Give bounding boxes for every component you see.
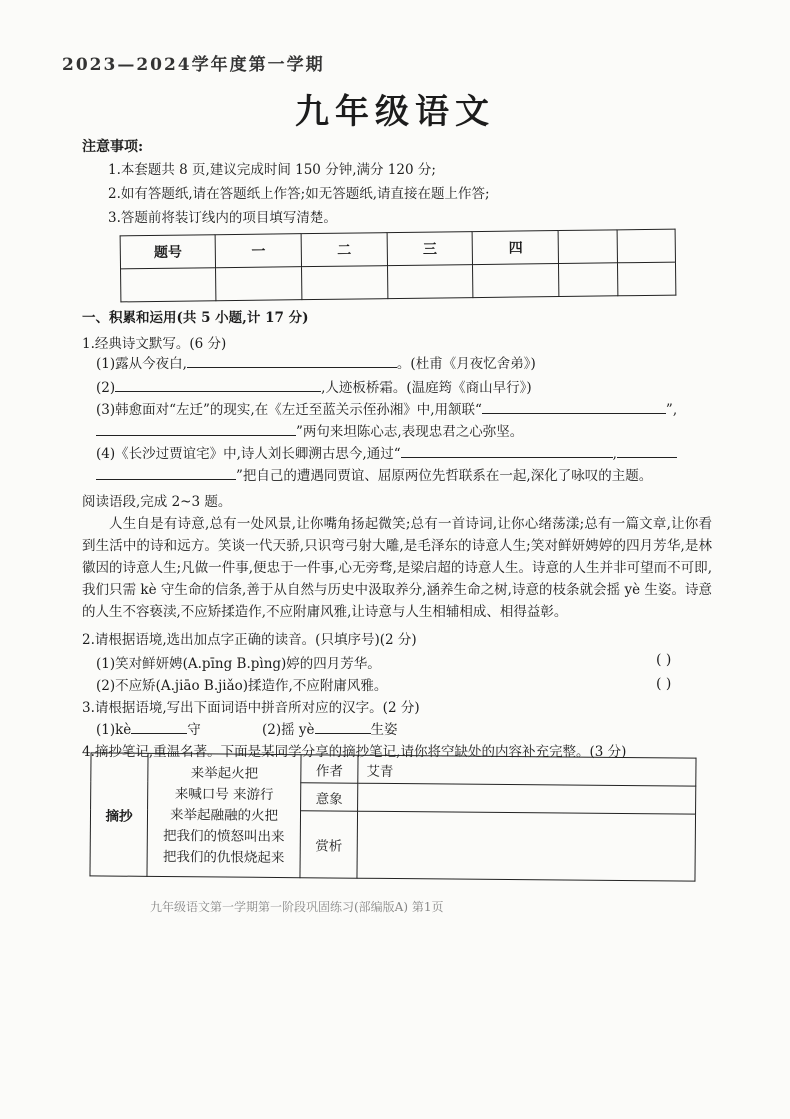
score-header-cell: 题号	[120, 235, 216, 269]
imagery-label: 意象	[301, 783, 358, 811]
passage-paragraph: 人生自是有诗意,总有一处风景,让你嘴角扬起微笑;总有一首诗词,让你心绪荡漾;总有一篇文章,让你看到生活中的诗和远方。笑谈一代天骄,只识弯弓射大雕,是毛泽东的诗意人生;笑对鲜妍娉婷的四月芳华,是林徽因的诗意人生;凡做一件事,便忠于一件事,心无旁骛,是梁启超的诗意人生。诗意的人生并非可望而不可即,我们只需 kè 守生命的信条,善于从自然与历史中汲取养分,涵养生命之树,诗意的枝条就会摇 yè 生姿。诗意的人生不容亵渎,不应矫揉造作,不应附庸风雅,让诗意与人生相辅相成、相得益彰。	[82, 516, 712, 620]
q2-answer-box-2[interactable]: ( )	[656, 676, 672, 692]
q1-line-4b-text: ”把自己的遭遇同贾谊、屈原两位先哲联系在一起,深化了咏叹的主题。	[236, 468, 653, 484]
exam-header-strip: 2023—2024学年度第一学期	[62, 55, 325, 72]
poem-line: 把我们的愤怒叫出来	[163, 827, 285, 845]
poem-line: 把我们的仇恨烧起来	[162, 848, 285, 866]
poem-line: 来举起融融的火把	[169, 806, 279, 824]
poem-line: 来举起火把	[190, 764, 259, 782]
q1-line-4-mid: ,	[612, 446, 617, 462]
q3-item-1-suffix: 守	[187, 722, 201, 738]
q1-line-1-prefix: (1)露从今夜白,	[96, 356, 187, 372]
score-cell[interactable]	[387, 265, 473, 299]
score-cell[interactable]	[473, 264, 559, 298]
q1-answer-blank-1[interactable]	[187, 353, 397, 368]
q1-answer-blank-6[interactable]	[617, 443, 677, 458]
q1-line-3b	[96, 420, 523, 440]
excerpt-notes-table	[89, 752, 696, 881]
score-header-cell: 二	[301, 233, 387, 267]
q1-line-4	[96, 442, 677, 462]
q2-answer-box-1[interactable]: ( )	[656, 652, 672, 668]
q4-title: 4.摘抄笔记,重温名著。下面是某同学分享的摘抄笔记,请你将空缺处的内容补充完整。(3 分)	[82, 744, 627, 760]
q1-title: 1.经典诗文默写。(6 分)	[82, 336, 227, 352]
q1-line-3-end: ”,	[665, 402, 678, 418]
imagery-answer-cell[interactable]	[358, 783, 696, 814]
score-cell[interactable]	[216, 267, 302, 301]
q1-line-2-prefix: (2)	[96, 380, 116, 396]
excerpt-label: 摘抄	[90, 753, 148, 876]
score-table-score-row	[121, 262, 676, 302]
q1-line-2	[96, 376, 532, 396]
score-header-cell: 四	[473, 231, 559, 265]
q2-title: 2.请根据语境,选出加点字正确的读音。(只填序号)(2 分)	[82, 632, 417, 648]
section-1-heading: 一、积累和运用(共 5 小题,计 17 分)	[82, 310, 309, 326]
poem-line: 来喊口号 来游行	[174, 785, 274, 803]
q3-item-1	[96, 718, 201, 738]
q1-line-3b-text: ”两句来坦陈心志,表现忠君之心弥坚。	[296, 424, 524, 440]
score-cell[interactable]	[559, 263, 618, 297]
appreciation-answer-cell[interactable]	[357, 811, 696, 881]
q3-answer-blank-2[interactable]	[315, 719, 371, 734]
q1-line-1	[96, 352, 536, 372]
page-title: 九年级语文	[295, 92, 495, 132]
score-header-cell: 一	[215, 234, 301, 268]
q1-line-4-prefix: (4)《长沙过贾谊宅》中,诗人刘长卿溯古思今,通过“	[96, 446, 401, 462]
score-header-cell: 三	[387, 232, 473, 266]
q1-line-3-prefix: (3)韩愈面对“左迁”的现实,在《左迁至蓝关示侄孙湘》中,用颔联“	[96, 402, 482, 418]
author-value: 艾青	[358, 755, 696, 786]
score-header-cell	[558, 230, 617, 264]
q1-line-4b	[96, 464, 652, 484]
q1-line-2-suffix: ,人迹板桥霜。(温庭筠《商山早行》)	[321, 380, 532, 396]
q3-item-1-prefix: (1)kè	[96, 722, 132, 738]
q1-answer-blank-5[interactable]	[401, 443, 613, 458]
q3-item-2	[262, 718, 398, 738]
score-header-cell	[617, 229, 676, 263]
q3-item-2-suffix: 生姿	[370, 722, 398, 738]
notice-heading: 注意事项:	[82, 139, 144, 155]
q1-line-1-suffix: 。(杜甫《月夜忆舍弟》)	[396, 356, 536, 372]
q2-option-2: (2)不应矫(A.jiāo B.jiǎo)揉造作,不应附庸风雅。	[96, 678, 388, 694]
notice-item-2: 2.如有答题纸,请在答题纸上作答;如无答题纸,请直接在题上作答;	[108, 186, 490, 202]
excerpt-poem-cell	[147, 753, 301, 877]
notice-item-1: 1.本套题共 8 页,建议完成时间 150 分钟,满分 120 分;	[108, 162, 436, 178]
score-cell[interactable]	[302, 266, 388, 300]
reading-passage	[82, 513, 712, 623]
q1-answer-blank-2[interactable]	[115, 377, 321, 392]
q1-line-3	[96, 398, 677, 418]
q3-answer-blank-1[interactable]	[131, 719, 187, 734]
q3-item-2-prefix: (2)摇 yè	[262, 722, 315, 738]
score-table	[120, 229, 677, 303]
reading-prompt: 阅读语段,完成 2~3 题。	[82, 494, 232, 510]
q2-option-1: (1)笑对鲜妍娉(A.pīng B.pìng)婷的四月芳华。	[96, 656, 381, 672]
notice-item-3: 3.答题前将装订线内的项目填写清楚。	[108, 210, 337, 226]
q1-answer-blank-7[interactable]	[96, 465, 236, 480]
score-cell[interactable]	[121, 268, 217, 302]
score-cell[interactable]	[617, 262, 676, 296]
q1-answer-blank-4[interactable]	[96, 421, 296, 436]
q3-title: 3.请根据语境,写出下面词语中拼音所对应的汉字。(2 分)	[82, 700, 420, 716]
q1-answer-blank-3[interactable]	[482, 399, 666, 414]
author-label: 作者	[301, 755, 358, 783]
appreciation-label: 赏析	[300, 811, 358, 878]
page-footer: 九年级语文第一学期第一阶段巩固练习(部编版A) 第1页	[150, 900, 444, 914]
